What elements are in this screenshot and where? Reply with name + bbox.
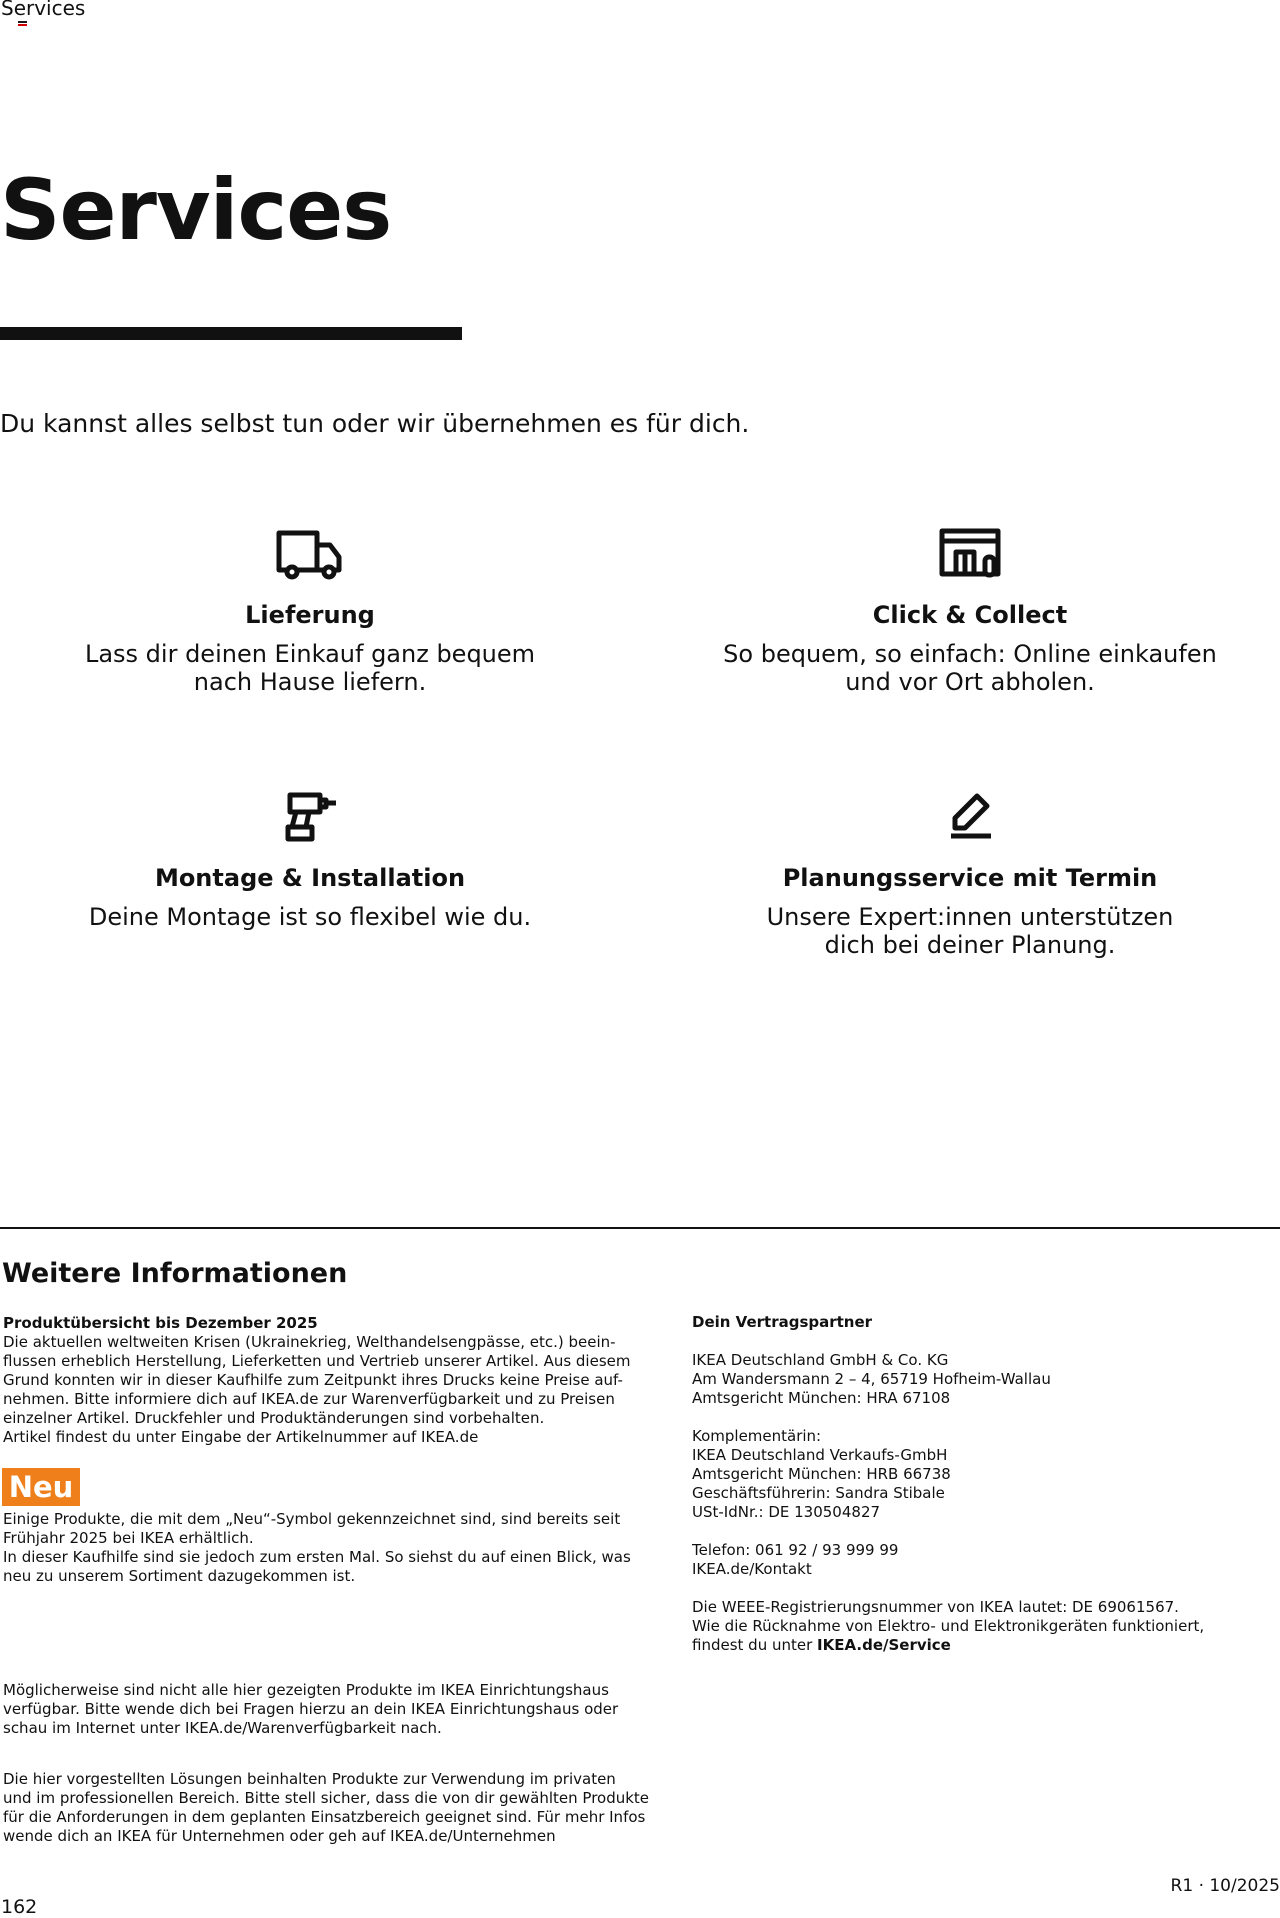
section-divider	[0, 1227, 1280, 1229]
service-lieferung	[50, 526, 570, 696]
drill-icon	[270, 789, 350, 849]
service-description: Unsere Expert:innen unterstützen dich bei deiner Planung.	[766, 903, 1174, 959]
info-left-column	[3, 1314, 643, 1447]
title-underline	[0, 327, 462, 340]
service-planung	[710, 789, 1230, 959]
neu-badge: Neu	[2, 1468, 80, 1506]
page-number: 162	[1, 1896, 38, 1918]
partner-heading: Dein Vertragspartner	[692, 1313, 873, 1331]
service-description: So bequem, so einfach: Online einkaufen und vor Ort abholen.	[723, 640, 1217, 696]
partner-address: IKEA Deutschland GmbH & Co. KG Am Wandersmann 2 – 4, 65719 Hofheim-Wallau Amtsgericht München: HRA 67108	[692, 1351, 1051, 1407]
truck-icon	[270, 526, 350, 586]
service-description: Deine Montage ist so flexibel wie du.	[88, 903, 532, 931]
pencil-icon	[930, 789, 1010, 849]
intro-text: Du kannst alles selbst tun oder wir übernehmen es für dich.	[0, 409, 750, 438]
neu-text: Einige Produkte, die mit dem „Neu“-Symbol gekennzeichnet sind, sind bereits seit Frühjahr 2025 bei IKEA erhältlich. In dieser Kaufhilfe sind sie jedoch zum ersten Mal. So siehst du auf einen Blick, was neu zu unserem Sortiment dazugekommen ist.	[3, 1510, 631, 1585]
overview-heading: Produktübersicht bis Dezember 2025	[3, 1314, 318, 1332]
weee-text: Die WEEE-Registrierungsnummer von IKEA lautet: DE 69061567. Wie die Rücknahme von Elektro- und Elektronikgeräten funktioniert, findest du unter	[692, 1598, 1205, 1654]
weee-link[interactable]: IKEA.de/Service	[817, 1636, 951, 1654]
page-title: Services	[0, 161, 392, 259]
weee-block	[692, 1598, 1252, 1655]
flag-icon	[18, 21, 27, 27]
running-header: Services	[1, 0, 86, 20]
service-description: Lass dir deinen Einkauf ganz bequem nach Hause liefern.	[84, 640, 536, 696]
service-title: Planungsservice mit Termin	[782, 864, 1158, 892]
edition-label: R1 · 10/2025	[1170, 1876, 1280, 1896]
service-title: Click & Collect	[872, 601, 1068, 629]
service-title: Lieferung	[245, 601, 375, 629]
partner-contact: Telefon: 061 92 / 93 999 99 IKEA.de/Kontakt	[692, 1541, 899, 1578]
service-montage	[50, 789, 570, 931]
business-text: Die hier vorgestellten Lösungen beinhalten Produkte zur Verwendung im privaten und im professionellen Bereich. Bitte stell sicher, dass die von dir gewählten Produkte für die Anforderungen in dem geplanten Einsatzbereich geeignet sind. Für mehr Infos wende dich an IKEA für Unternehmen oder geh auf IKEA.de/Unternehmen	[3, 1770, 650, 1845]
service-click-collect	[710, 526, 1230, 696]
section-title: Weitere Informationen	[2, 1258, 348, 1289]
availability-text: Möglicherweise sind nicht alle hier gezeigten Produkte im IKEA Einrichtungshaus verfügbar. Bitte wende dich bei Fragen hierzu an dein IKEA Einrichtungshaus oder schau im Internet unter IKEA.de/Warenverfügbarkeit nach.	[3, 1681, 619, 1737]
store-icon	[930, 526, 1010, 586]
service-title: Montage & Installation	[154, 864, 466, 892]
info-right-column	[692, 1313, 1252, 1655]
partner-complement: Komplementärin: IKEA Deutschland Verkaufs-GmbH Amtsgericht München: HRB 66738 Geschäftsführerin: Sandra Stibale USt-IdNr.: DE 130504827	[692, 1427, 951, 1521]
overview-text: Die aktuellen weltweiten Krisen (Ukrainekrieg, Welthandelsengpässe, etc.) beein- flussen erheblich Herstellung, Lieferketten und Vertrieb unserer Artikel. Aus diesem Grund konnten wir in dieser Kaufhilfe zum Zeitpunkt ihres Drucks keine Preise auf- nehmen. Bitte informiere dich auf IKEA.de zur Warenverfügbarkeit und zu Preisen einzelner Artikel. Druckfehler und Produktänderungen sind vorbehalten. Artikel findest du unter Eingabe der Artikelnummer auf IKEA.de	[3, 1333, 631, 1446]
